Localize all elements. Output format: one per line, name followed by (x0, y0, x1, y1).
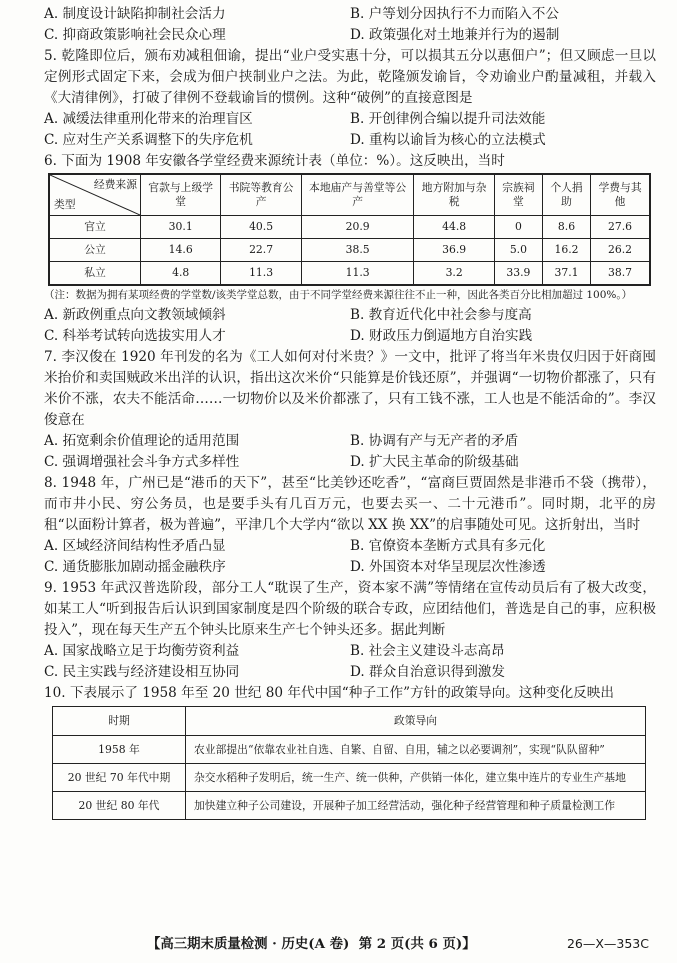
q5-option-a: A. 减缓法律重刑化带来的治理盲区 (44, 111, 253, 127)
seed-policy-table (52, 706, 646, 820)
q9-option-d: D. 群众自治意识得到激发 (350, 664, 505, 680)
table-row (53, 792, 646, 820)
table-cell: 3.2 (414, 262, 494, 286)
exam-title: 【高三期末质量检测 · 历史(A 卷) (147, 936, 350, 952)
q5-options (44, 109, 656, 130)
corner-bottom-label: 类型 (54, 198, 76, 211)
q6-options (44, 305, 656, 326)
period-header: 时期 (53, 707, 186, 736)
column-header: 学费与其他 (591, 174, 650, 216)
table-cell: 5.0 (494, 239, 542, 262)
q8-option-a: A. 区域经济间结构性矛盾凸显 (44, 538, 226, 554)
table-note: （注：数据为拥有某项经费的学堂数/该类学堂总数，由于不同学堂经费来源往往不止一种，因此各类百分比相加超过 100%。） (44, 289, 633, 301)
row-label: 官立 (49, 216, 141, 239)
school-funding-table (48, 173, 651, 286)
table-cell: 22.7 (221, 239, 301, 262)
page-footer (0, 930, 677, 958)
q8-options (44, 536, 656, 557)
q6-option-c: C. 科举考试转向选拔实用人才 (44, 328, 226, 344)
q9-option-c: C. 民主实践与经济建设相互协同 (44, 664, 240, 680)
q9-option-b: B. 社会主义建设斗志高昂 (350, 643, 505, 659)
table-header-row (49, 174, 650, 216)
q6-option-d: D. 财政压力倒逼地方自治实践 (350, 328, 533, 344)
table-cell: 33.9 (494, 262, 542, 286)
policy-cell: 农业部提出“依靠农业社自选、自繁、自留、自用，辅之以必要调剂”，实现“队队留种” (186, 736, 646, 764)
table-row (53, 736, 646, 764)
table-row (49, 239, 650, 262)
q6-option-b: B. 教育近代化中社会参与度高 (350, 307, 532, 323)
q5-option-b: B. 开创律例合编以提升司法效能 (350, 111, 546, 127)
column-header: 本地庙产与善堂等公产 (301, 174, 414, 216)
table-header-row (53, 707, 646, 736)
table-cell: 0 (494, 216, 542, 239)
q6-options-2 (44, 326, 656, 347)
policy-header: 政策导向 (186, 707, 646, 736)
table-row (49, 216, 650, 239)
q8-option-c: C. 通货膨胀加剧动摇金融秩序 (44, 559, 226, 575)
q4-option-d: D. 政策强化对土地兼并行为的遏制 (350, 27, 560, 43)
table-row (49, 262, 650, 286)
q8-options-2 (44, 557, 656, 578)
table-cell: 26.2 (591, 239, 650, 262)
period-cell: 20 世纪 70 年代中期 (53, 764, 186, 792)
table-cell: 38.7 (591, 262, 650, 286)
table-cell: 36.9 (414, 239, 494, 262)
table-row (53, 764, 646, 792)
page-number: 第 2 页(共 6 页)】 (358, 936, 476, 952)
q4-options-2 (44, 25, 656, 46)
column-header: 个人捐助 (542, 174, 590, 216)
table-cell: 40.5 (221, 216, 301, 239)
row-label: 私立 (49, 262, 141, 286)
q4-options (44, 4, 656, 25)
q8-stem: 8. 1948 年，广州已是“港币的天下”，甚至“比美钞还吃香”，“富商巨贾固然是非港币不袋（携带），而市井小民、穷公务员，也是要手头有几百万元，也要去买一、二十元港币”。同时期，北平的房租“以面粉计算者，极为普遍”，平津几个大学内“欲以 XX 换 XX”的启事随处可见。这折射出，当时 (44, 475, 656, 533)
corner-top-label: 经费来源 (93, 178, 137, 191)
table-corner-cell (49, 174, 141, 216)
q7-option-c: C. 强调增强社会斗争方式多样性 (44, 454, 240, 470)
column-header: 书院等教育公产 (221, 174, 301, 216)
table-cell: 20.9 (301, 216, 414, 239)
q5-option-c: C. 应对生产关系调整下的失序危机 (44, 132, 253, 148)
table-cell: 37.1 (542, 262, 590, 286)
q9-stem: 9. 1953 年武汉普选阶段，部分工人“耽误了生产，资本家不满”等情绪在宣传动员后有了极大改变，如某工人“听到报告后认识到国家制度是四个阶级的联合专政，应团结他们，普选是自己的事，应积极投入”，现在每天生产五个钟头比原来生产七个钟头还多。据此判断 (44, 580, 656, 638)
policy-cell: 杂交水稻种子发明后，统一生产、统一供种，产供销一体化，建立集中连片的专业生产基地 (186, 764, 646, 792)
table-cell: 44.8 (414, 216, 494, 239)
q4-option-b: B. 户等划分因执行不力而陷入不公 (350, 6, 559, 22)
table-cell: 16.2 (542, 239, 590, 262)
column-header: 地方附加与杂税 (414, 174, 494, 216)
table-cell: 30.1 (141, 216, 221, 239)
q6-option-a: A. 新政例重点向文教领域倾斜 (44, 307, 226, 323)
exam-page (44, 4, 656, 820)
table-cell: 27.6 (591, 216, 650, 239)
q9-options-2 (44, 662, 656, 683)
q7-option-a: A. 拓宽剩余价值理论的适用范围 (44, 433, 240, 449)
q5-option-d: D. 重构以谕旨为核心的立法模式 (350, 132, 546, 148)
period-cell: 1958 年 (53, 736, 186, 764)
q9-option-a: A. 国家战略立足于均衡劳资利益 (44, 643, 240, 659)
q5-options-2 (44, 130, 656, 151)
period-cell: 20 世纪 80 年代 (53, 792, 186, 820)
q4-option-a: A. 制度设计缺陷抑制社会活力 (44, 6, 226, 22)
q7-options-2 (44, 452, 656, 473)
table-cell: 11.3 (221, 262, 301, 286)
table-cell: 14.6 (141, 239, 221, 262)
table-cell: 4.8 (141, 262, 221, 286)
column-header: 官款与上级学堂 (141, 174, 221, 216)
column-header: 宗族祠堂 (494, 174, 542, 216)
q9-options (44, 641, 656, 662)
q7-option-d: D. 扩大民主革命的阶级基础 (350, 454, 519, 470)
q6-stem: 6. 下面为 1908 年安徽各学堂经费来源统计表（单位：%）。这反映出，当时 (44, 153, 505, 169)
row-label: 公立 (49, 239, 141, 262)
q7-stem: 7. 李汉俊在 1920 年刊发的名为《工人如何对付米贵？》一文中，批评了将当年米贵仅归因于奸商囤米抬价和卖国贼政米出洋的认识，指出这次米价“只能算是价钱还原”，并强调“一切物价都涨了，只有米价不涨，农夫不能活命……一切物价以及米价都涨了，只有工钱不涨，工人也是不能活命的”。李汉俊意在 (44, 349, 656, 428)
policy-cell: 加快建立种子公司建设，开展种子加工经营活动，强化种子经营管理和种子质量检测工作 (186, 792, 646, 820)
paper-code: 26—X—353C (566, 936, 649, 951)
table-cell: 8.6 (542, 216, 590, 239)
q7-options (44, 431, 656, 452)
footer-title (147, 930, 476, 958)
q5-stem: 5. 乾隆即位后，颁布劝减租佃谕，提出“业户受实惠十分，可以损其五分以惠佃户”；但又顾虑一旦以定例形式固定下来，会成为佃户挟制业户之法。为此，乾隆颁发谕旨，令劝谕业户酌量减租，并载入《大清律例》，打破了律例不登载谕旨的惯例。这种“破例”的直接意图是 (44, 48, 656, 106)
table-cell: 38.5 (301, 239, 414, 262)
q7-option-b: B. 协调有产与无产者的矛盾 (350, 433, 519, 449)
table-cell: 11.3 (301, 262, 414, 286)
q10-stem: 10. 下表展示了 1958 年至 20 世纪 80 年代中国“种子工作”方针的政策导向。这种变化反映出 (44, 685, 614, 701)
q4-option-c: C. 抑商政策影响社会民众心理 (44, 27, 226, 43)
q8-option-d: D. 外国资本对华呈现层次性渗透 (350, 559, 546, 575)
q8-option-b: B. 官僚资本垄断方式具有多元化 (350, 538, 546, 554)
